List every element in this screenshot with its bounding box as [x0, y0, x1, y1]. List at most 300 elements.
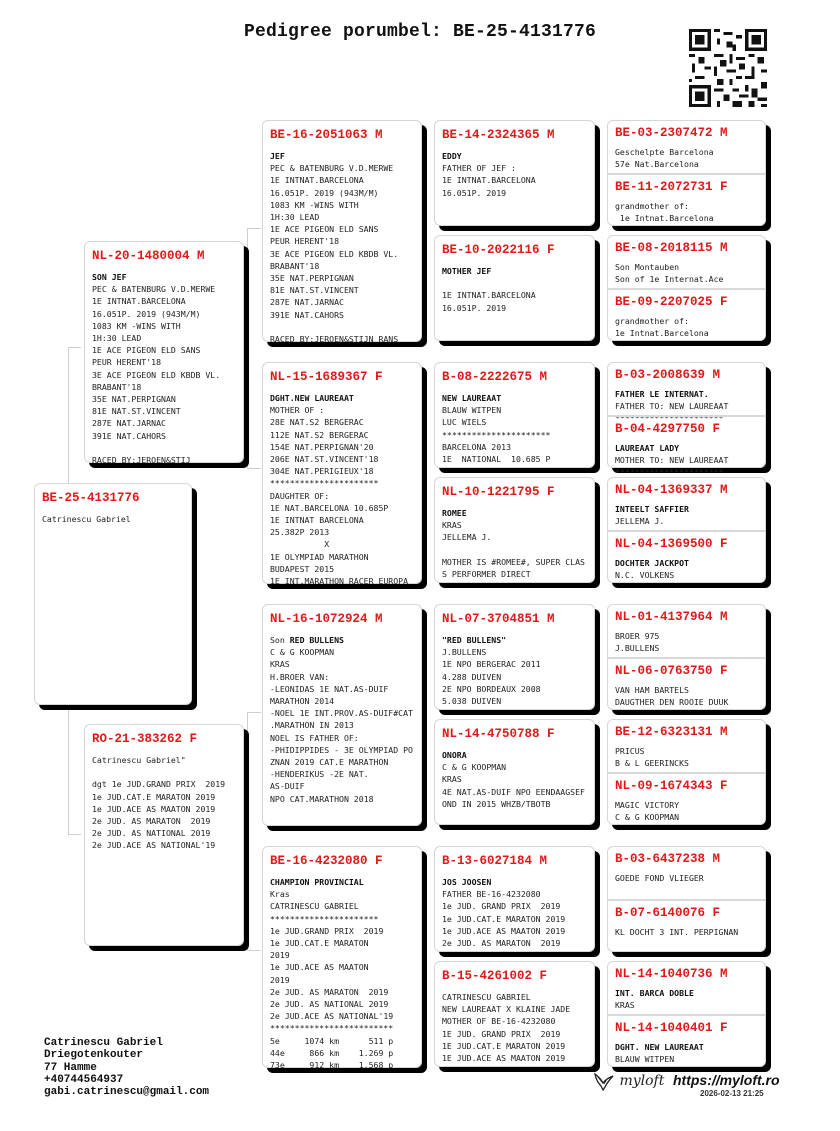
- pigeon-name: [615, 1041, 765, 1053]
- note-line: grandmother of:: [615, 316, 689, 326]
- ring-number: NL-06-0763750 F: [615, 664, 728, 678]
- note-line: MOTHER IS #ROMEE#, SUPER CLAS: [442, 556, 585, 567]
- note-line: NOEL IS FATHER OF:: [270, 732, 359, 743]
- note-line: 1e JUD.CAT.E MARATON: [270, 938, 369, 949]
- note-line: KL DOCHT 3 INT. PERPIGNAN: [615, 927, 739, 937]
- ring-number: NL-14-1040736 M: [615, 967, 728, 981]
- name-bold: MOTHER JEF: [442, 266, 492, 276]
- pigeon-name: [615, 557, 765, 569]
- note-line: [270, 321, 421, 333]
- note-line: C & G KOOPMAN: [615, 812, 680, 823]
- name-bold: "RED BULLENS": [442, 635, 507, 645]
- ring-number: BE-12-6323131 M: [615, 725, 728, 739]
- note-line: 1E OLYMPIAD MARATHON: [270, 551, 369, 562]
- note-line: 35E NAT.PERPIGNAN: [92, 394, 176, 405]
- ring-number: NL-15-1689367 F: [270, 370, 383, 384]
- connector-line: [424, 655, 425, 773]
- note-line: KRAS: [615, 1000, 635, 1011]
- name-bold: INT. BARCA DOBLE: [615, 988, 694, 998]
- note-line: 1H:30 LEAD: [92, 333, 142, 344]
- website-link[interactable]: https://myloft.ro: [673, 1072, 780, 1088]
- note-line: [92, 766, 243, 778]
- connector-line: [598, 630, 599, 680]
- note-line: 5e 1074 km 511 p: [270, 1035, 394, 1046]
- note-line: 16.051P. 2019: [442, 187, 507, 198]
- note-line: FATHER OF JEF :: [442, 163, 516, 174]
- ring-number: B-03-2008639 M: [615, 368, 721, 382]
- note-line: RACED BY:JEROEN&STIJ: [92, 455, 191, 466]
- connector-line: [598, 389, 599, 439]
- note-line: Catrinescu Gabriel: [42, 514, 131, 524]
- pigeon-name: [442, 507, 594, 519]
- note-line: PEUR HERENT'18: [92, 357, 162, 368]
- note-line: Geschelpte Barcelona: [615, 147, 714, 157]
- great-grandparent-card[interactable]: [434, 362, 595, 468]
- connector-line: [247, 712, 248, 950]
- connector-line: [598, 506, 599, 556]
- ring-number: BE-10-2022116 F: [442, 243, 555, 257]
- card-notes: [615, 200, 765, 224]
- note-line: 2e JUD. AS NATIONAL 2019: [92, 828, 211, 839]
- ring-number: NL-16-1072924 M: [270, 612, 383, 626]
- logo-text: myloft: [619, 1073, 665, 1089]
- note-line: FATHER BE-16-4232080: [442, 889, 541, 900]
- name-bold: JEF: [270, 151, 285, 161]
- note-line: C & G KOOPMAN: [442, 762, 507, 773]
- owner-street: Driegotenkouter: [44, 1049, 144, 1062]
- note-line: **********************: [442, 429, 551, 440]
- note-line: 1e JUD.CAT.E MARATON 2019: [92, 791, 216, 802]
- note-line: MOTHER TO: NEW LAUREAAT: [615, 455, 729, 466]
- subject-card[interactable]: [34, 483, 192, 705]
- great-grandparent-card[interactable]: [434, 120, 595, 226]
- pigeon-name: [442, 392, 594, 404]
- note-line: 2e JUD. AS MARATON 2019: [92, 816, 211, 827]
- pigeon-name: [92, 271, 243, 283]
- note-line: Son Montauben: [615, 262, 680, 272]
- ring-number: B-13-6027184 M: [442, 854, 548, 868]
- note-line: 3E ACE PIGEON ELD KBDB VL.: [270, 248, 399, 259]
- ring-number: BE-09-2207025 F: [615, 295, 728, 309]
- note-line: BUDAPEST 2015: [270, 563, 335, 574]
- note-line: [442, 544, 594, 556]
- pigeon-name: [615, 987, 765, 999]
- name-bold: JOS JOOSEN: [442, 877, 492, 887]
- pigeon-name: [442, 634, 594, 646]
- gen4-entry[interactable]: [608, 720, 765, 772]
- note-line: NPO CAT.MARATHON 2018: [270, 793, 374, 804]
- note-line: 81E NAT.ST.VINCENT: [92, 406, 181, 417]
- note-line: -LEONIDAS 1E NAT.AS-DUIF: [270, 683, 389, 694]
- note-line: 206E NAT.ST.VINCENT'18: [270, 454, 379, 465]
- note-line: KRAS: [442, 520, 462, 531]
- great-grandparent-card[interactable]: [434, 235, 595, 341]
- note-line: **********************: [270, 478, 379, 489]
- card-notes: [442, 991, 594, 1064]
- name-bold: LAUREAAT LADY: [615, 443, 680, 453]
- note-line: 1e JUD.ACE AS MAATON 2019: [92, 803, 216, 814]
- card-notes: [442, 749, 594, 810]
- note-line: 287E NAT.JARNAC: [270, 297, 344, 308]
- connector-line: [424, 172, 425, 288]
- name-bold: CHAMPION PROVINCIAL: [270, 877, 364, 887]
- grandparent-card[interactable]: [262, 120, 422, 345]
- note-line: dgt 1e JUD.GRAND PRIX 2019: [92, 779, 226, 790]
- note-line: J.BULLENS: [442, 647, 487, 658]
- gen4-entry[interactable]: [608, 478, 765, 530]
- ring-number: BE-08-2018115 M: [615, 241, 728, 255]
- note-line: 391E NAT.CAHORS: [92, 430, 166, 441]
- note-line: VAN HAM BARTELS: [615, 685, 689, 695]
- connector-line: [424, 413, 425, 531]
- gen4-entry[interactable]: [608, 288, 765, 344]
- connector-line: [68, 347, 69, 484]
- gen4-pair-card: [607, 235, 766, 341]
- card-notes: [615, 261, 765, 285]
- connector-line: [598, 872, 599, 922]
- card-notes: [615, 799, 765, 823]
- pigeon-name: [615, 388, 765, 400]
- note-line: 2019: [270, 974, 290, 985]
- card-notes: [270, 634, 421, 805]
- note-line: 1e Intnat.Barcelona: [615, 328, 709, 339]
- gen4-entry[interactable]: [608, 962, 765, 1014]
- note-line: Son of 1e Internat.Ace: [615, 274, 724, 285]
- note-line: 1E INTNAT BARCELONA: [270, 515, 364, 526]
- note-line: 57e Nat.Barcelona: [615, 159, 699, 170]
- note-line: 1E INTNAT.BARCELONA: [442, 290, 536, 301]
- gen4-pair-card: [607, 604, 766, 710]
- note-line: 1E NAT.BARCELONA 10.685P: [270, 502, 389, 513]
- note-line: 1e JUD.GRAND PRIX 2019: [270, 925, 384, 936]
- note-line: -PHIDIPPIDES - 3E OLYMPIAD PO: [270, 744, 413, 755]
- note-line: 1083 KM -WINS WITH: [270, 199, 359, 210]
- note-line: 35E NAT.PERPIGNAN: [270, 273, 354, 284]
- note-line: 1e Intnat.Barcelona: [615, 213, 714, 224]
- ring-number: B-07-6140076 F: [615, 906, 721, 920]
- note-line: S PERFORMER DIRECT: [442, 569, 531, 580]
- owner-city: 77 Hamme: [44, 1061, 97, 1074]
- ring-number: NL-10-1221795 F: [442, 485, 555, 499]
- gen4-pair-card: [607, 719, 766, 825]
- note-line: 2e JUD.ACE AS NATIONAL'19: [92, 840, 216, 851]
- gen4-entry[interactable]: [608, 173, 765, 229]
- card-notes: [615, 315, 765, 339]
- gen4-entry[interactable]: [608, 657, 765, 713]
- name-bold: DGHT.NEW LAUREAAT: [270, 393, 354, 403]
- card-notes: [270, 876, 421, 1071]
- note-line: 16.051P. 2019 (943M/M): [92, 308, 201, 319]
- note-line: FATHER TO: NEW LAUREAAT: [615, 401, 729, 412]
- gen4-entry[interactable]: [608, 530, 765, 586]
- ring-number: B-04-4297750 F: [615, 422, 721, 436]
- card-notes: [615, 1041, 765, 1065]
- connector-line: [68, 708, 69, 835]
- card-notes: [615, 987, 765, 1011]
- name-bold: ROMEE: [442, 508, 467, 518]
- pigeon-name: [615, 503, 765, 515]
- name-bold: RED BULLENS: [289, 635, 344, 645]
- ring-number: B-03-6437238 M: [615, 852, 721, 866]
- note-line: 1E ACE PIGEON ELD SANS: [270, 224, 379, 235]
- note-line: 391E NAT.CAHORS: [270, 309, 344, 320]
- connector-line: [247, 950, 261, 951]
- card-notes: [615, 745, 765, 769]
- card-notes: [615, 503, 765, 527]
- note-line: MARATHON 2014: [270, 696, 335, 707]
- card-notes: [92, 271, 243, 466]
- note-line: 287E NAT.JARNAC: [92, 418, 166, 429]
- note-line: 1E INT.MARATHON RACER EUROPA: [270, 576, 409, 587]
- note-line: PEC & BATENBURG V.D.MERWE: [270, 163, 394, 174]
- page-title: Pedigree porumbel: BE-25-4131776: [243, 22, 597, 42]
- note-line: 4E NAT.AS-DUIF NPO EENDAAGSEF: [442, 786, 585, 797]
- note-line: 1e JUD. GRAND PRIX 2019: [442, 901, 561, 912]
- ring-number: NL-20-1480004 M: [92, 249, 205, 263]
- ring-number: B-08-2222675 M: [442, 370, 548, 384]
- ring-number: BE-16-2051063 M: [270, 128, 383, 142]
- note-line: N.C. VOLKENS: [615, 570, 675, 581]
- name-bold: DOCHTER JACKPOT: [615, 558, 689, 568]
- note-line: C & G KOOPMAN: [270, 647, 335, 658]
- note-line: J.BULLENS: [615, 643, 660, 654]
- note-line: 1E JUD.ACE AS MAATON 2019: [442, 1053, 566, 1064]
- myloft-logo: [593, 1071, 664, 1091]
- note-line: LUC WIELS: [442, 417, 487, 428]
- connector-line: [598, 263, 599, 313]
- note-line: 304E NAT.PERIGIEUX'18: [270, 466, 374, 477]
- ring-number: NL-07-3704851 M: [442, 612, 555, 626]
- note-line: JELLEMA J.: [615, 516, 665, 527]
- note-line: 1E INTNAT.BARCELONA: [442, 175, 536, 186]
- gen4-entry[interactable]: [608, 236, 765, 288]
- gen4-entry[interactable]: [608, 605, 765, 657]
- gen4-entry[interactable]: [608, 363, 765, 424]
- note-line: KRAS: [270, 659, 290, 670]
- note-line: 2e JUD.ACE AS NATIONAL'19: [270, 1011, 394, 1022]
- note-line: 2e JUD. AS NATIONAL 2019: [270, 999, 389, 1010]
- note-line: 1E ACE PIGEON ELD SANS: [92, 345, 201, 356]
- card-notes: [270, 392, 421, 587]
- note-line: grandmother of:: [615, 201, 689, 211]
- note-line: CATRINESCU GABRIEL: [442, 992, 531, 1002]
- name-bold: SON JEF: [92, 272, 127, 282]
- note-line: PEC & BATENBURG V.D.MERWE: [92, 284, 216, 295]
- gen4-entry[interactable]: [608, 772, 765, 828]
- note-line: BARCELONA 2013: [442, 441, 512, 452]
- note-line: 1H:30 LEAD: [270, 212, 320, 223]
- note-line: **********************: [615, 467, 724, 478]
- note-line: 1E NPO BERGERAC 2011: [442, 659, 541, 670]
- note-line: RACED BY:JEROEN&STIJN RANS: [270, 334, 399, 345]
- connector-line: [247, 712, 261, 713]
- connector-line: [68, 834, 81, 835]
- name-prefix: Son: [270, 635, 290, 645]
- note-line: 1e JUD.ACE AS MAATON: [270, 962, 369, 973]
- ring-number: NL-01-4137964 M: [615, 610, 728, 624]
- owner-email: gabi.catrinescu@gmail.com: [44, 1086, 210, 1099]
- note-line: 112E NAT.S2 BERGERAC: [270, 429, 369, 440]
- note-line: 1E INTNAT.BARCELONA: [92, 296, 186, 307]
- note-line: **********************: [615, 413, 724, 424]
- note-line: 2E NPO BORDEAUX 2008: [442, 683, 541, 694]
- qr-code-icon: [689, 29, 767, 107]
- note-line: MAGIC VICTORY: [615, 800, 680, 810]
- name-bold: NEW LAUREAAT: [442, 393, 502, 403]
- gen4-pair-card: [607, 362, 766, 478]
- connector-line: [598, 990, 599, 1040]
- ring-number: BE-16-4232080 F: [270, 854, 383, 868]
- gen4-entry[interactable]: [608, 415, 765, 478]
- note-line: -NOEL 1E INT.PROV.AS-DUIF#CAT: [270, 708, 413, 719]
- note-line: Kras: [270, 889, 290, 900]
- grandparent-card[interactable]: [262, 362, 422, 587]
- owner-contact: [44, 1037, 209, 1098]
- connector-line: [598, 148, 599, 198]
- note-line: 2019: [270, 950, 290, 961]
- note-line: PEUR HERENT'18: [270, 236, 340, 247]
- pigeon-name: [442, 265, 594, 277]
- pigeon-name: [270, 634, 421, 646]
- gen4-entry[interactable]: [608, 899, 765, 955]
- ring-number: BE-11-2072731 F: [615, 180, 728, 194]
- note-line: 2e JUD. AS MARATON 2019: [270, 986, 389, 997]
- card-notes: [615, 684, 765, 708]
- note-line: 73e 912 km 1.568 p: [270, 1060, 394, 1071]
- pigeon-name: [270, 150, 421, 162]
- note-line: BRABANT'18: [270, 260, 320, 271]
- note-line: CATRINESCU GABRIEL: [270, 901, 359, 912]
- card-notes: [615, 146, 765, 170]
- card-notes: [615, 630, 765, 654]
- gen4-pair-card: [607, 961, 766, 1067]
- gen4-pair-card: [607, 477, 766, 583]
- note-line: OND IN 2015 WHZB/TBOTB: [442, 798, 551, 809]
- ring-number: NL-04-1369337 M: [615, 483, 728, 497]
- gen4-pair-card: [607, 120, 766, 226]
- father-card[interactable]: [84, 241, 244, 466]
- timestamp: 2026-02-13 21:25: [700, 1089, 764, 1098]
- great-grandparent-card[interactable]: [434, 477, 595, 583]
- card-notes: [615, 442, 765, 479]
- note-line: PRICUS: [615, 746, 645, 756]
- note-line: *************************: [270, 1023, 394, 1034]
- note-line: **********************: [270, 913, 379, 924]
- grandparent-card[interactable]: [262, 846, 422, 1071]
- ring-number: NL-09-1674343 F: [615, 779, 728, 793]
- name-bold: ONORA: [442, 750, 467, 760]
- card-notes: [442, 392, 594, 465]
- note-line: 1E JUD. GRAND PRIX 2019: [442, 1028, 561, 1039]
- name-bold: DGHT. NEW LAUREAAT: [615, 1042, 704, 1052]
- note-line: B & L GEERINCKS: [615, 758, 689, 769]
- pigeon-name: [442, 876, 594, 888]
- great-grandparent-card[interactable]: [434, 846, 595, 952]
- card-notes: [42, 513, 191, 525]
- note-line: H.BROER VAN:: [270, 671, 330, 682]
- note-line: 16.051P. 2019 (943M/M): [270, 187, 379, 198]
- pigeon-name: [442, 749, 594, 761]
- card-notes: [442, 265, 594, 314]
- note-line: 1083 KM -WINS WITH: [92, 320, 181, 331]
- note-line: 81E NAT.ST.VINCENT: [270, 285, 359, 296]
- name-bold: EDDY: [442, 151, 462, 161]
- mother-card[interactable]: [84, 724, 244, 946]
- ring-number: B-15-4261002 F: [442, 969, 548, 983]
- ring-number: NL-14-4750788 F: [442, 727, 555, 741]
- note-line: X: [270, 539, 330, 550]
- pigeon-name: [270, 392, 421, 404]
- card-notes: [615, 557, 765, 581]
- note-line: AS-DUIF: [270, 781, 305, 792]
- note-line: 1E JUD.CAT.E MARATON 2019: [442, 1040, 566, 1051]
- gen4-entry[interactable]: [608, 1014, 765, 1070]
- note-line: BLAUW WITPEN: [442, 405, 502, 416]
- name-bold: FATHER LE INTERNAT.: [615, 389, 709, 399]
- note-line: NEW LAUREAAT X KLAINE JADE: [442, 1004, 571, 1015]
- grandparent-card[interactable]: [262, 604, 422, 826]
- note-line: 16.051P. 2019: [442, 302, 507, 313]
- note-line: BRABANT'18: [92, 381, 142, 392]
- note-line: BROER 975: [615, 631, 660, 641]
- connector-line: [598, 748, 599, 798]
- ring-number: BE-25-4131776: [42, 491, 140, 505]
- connector-line: [247, 228, 261, 229]
- card-notes: [442, 876, 594, 949]
- note-line: MOTHER OF :: [270, 405, 325, 416]
- note-line: -HENDERIKUS -2E NAT.: [270, 769, 369, 780]
- pigeon-name: [615, 442, 765, 454]
- note-line: 5.038 DUIVEN: [442, 696, 502, 707]
- note-line: 28E NAT.S2 BERGERAC: [270, 417, 364, 428]
- great-grandparent-card[interactable]: [434, 719, 595, 825]
- note-line: [442, 277, 594, 289]
- gen4-entry[interactable]: [608, 847, 765, 899]
- note-line: 1e JUD.CAT.E MARATON 2019: [442, 913, 566, 924]
- card-notes: [270, 150, 421, 345]
- note-line: DAUGTHER DEN ROOIE DUUK: [615, 697, 729, 708]
- card-notes: [92, 754, 243, 852]
- card-notes: [442, 150, 594, 199]
- owner-name: Catrinescu Gabriel: [44, 1037, 163, 1049]
- ring-number: NL-14-1040401 F: [615, 1021, 728, 1035]
- note-line: .MARATHON IN 2013: [270, 720, 354, 731]
- note-line: 25.382P 2013: [270, 527, 330, 538]
- note-line: BLAUW WITPEN: [615, 1054, 675, 1065]
- card-notes: [442, 634, 594, 707]
- note-line: 2e JUD. AS MARATON 2019: [442, 938, 561, 949]
- note-line: 3E ACE PIGEON ELD KBDB VL.: [92, 369, 221, 380]
- note-line: 1E INTNAT.BARCELONA: [270, 175, 364, 186]
- ring-number: BE-03-2307472 M: [615, 126, 728, 140]
- pigeon-name: [442, 150, 594, 162]
- owner-phone: +40744564937: [44, 1073, 124, 1086]
- gen4-entry[interactable]: [608, 121, 765, 173]
- note-line: DAUGHTER OF:: [270, 490, 330, 501]
- connector-line: [247, 468, 261, 469]
- connector-line: [424, 897, 425, 1015]
- connector-line: [68, 347, 81, 348]
- pigeon-name: [270, 876, 421, 888]
- note-line: KRAS: [442, 774, 462, 785]
- great-grandparent-card[interactable]: [434, 604, 595, 710]
- note-line: Catrinescu Gabriel": [92, 755, 186, 765]
- card-notes: [615, 872, 765, 884]
- great-grandparent-card[interactable]: [434, 961, 595, 1067]
- note-line: ZNAN 2019 CAT.E MARATHON: [270, 757, 389, 768]
- ring-number: RO-21-383262 F: [92, 732, 198, 746]
- note-line: 154E NAT.PERPIGNAN'20: [270, 441, 374, 452]
